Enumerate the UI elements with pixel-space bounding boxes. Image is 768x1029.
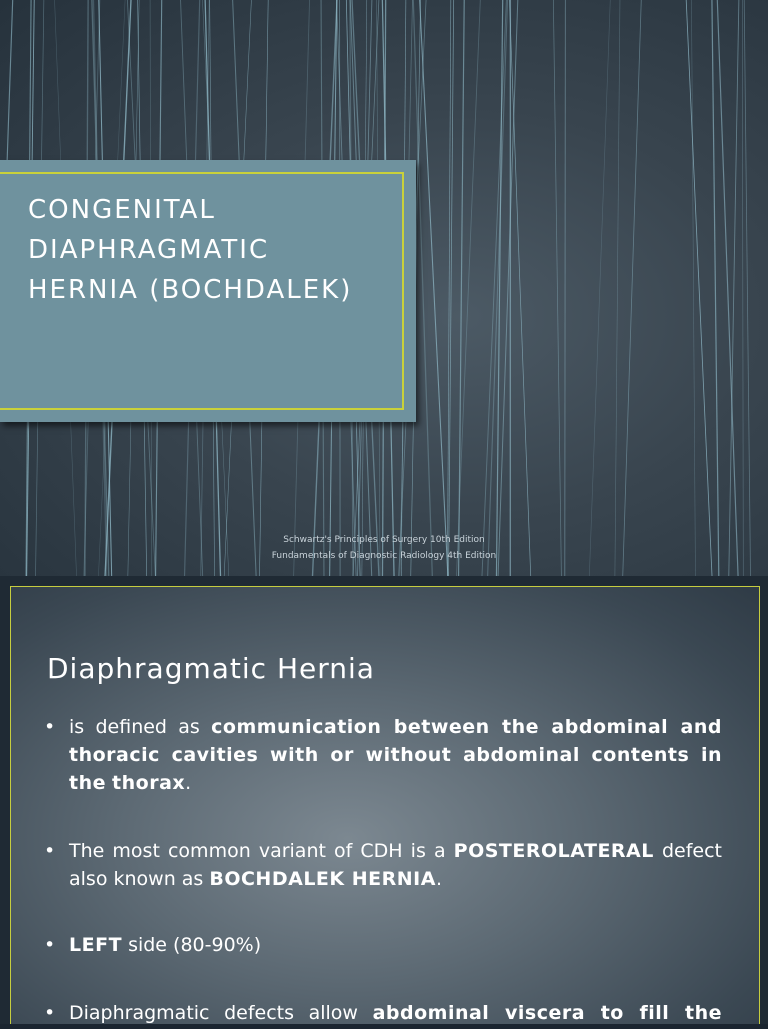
streak-line — [509, 0, 531, 576]
text-run: . — [436, 868, 442, 890]
bullet-text — [69, 999, 722, 1027]
text-run: Diaphragmatic defects allow — [69, 1002, 373, 1024]
text-run: defect also known as — [69, 840, 722, 890]
bullet-marker: • — [44, 999, 55, 1027]
bullet-marker: • — [44, 837, 55, 865]
title-line-1: CONGENITAL — [28, 190, 408, 230]
streak-line — [615, 0, 620, 576]
bold-text: LEFT — [69, 934, 122, 956]
bullet-item-4 — [44, 999, 724, 1029]
bullet-text — [69, 837, 722, 893]
reference-2: Fundamentals of Diagnostic Radiology 4th Edition — [0, 548, 768, 564]
bullet-marker: • — [44, 931, 55, 959]
streak-line — [419, 0, 448, 576]
bullet-text — [69, 931, 722, 959]
bullet-marker: • — [44, 713, 55, 741]
bold-text: BOCHDALEK HERNIA — [209, 868, 436, 890]
bullet-item-1 — [44, 713, 724, 803]
streak-line — [553, 0, 561, 576]
bold-text: thorax — [112, 772, 185, 794]
title-line-2: DIAPHRAGMATIC — [28, 230, 408, 270]
reference-1: Schwartz's Principles of Surgery 10th Edition — [0, 532, 768, 548]
streak-line — [729, 0, 740, 576]
streak-line — [712, 0, 719, 576]
streak-line — [742, 0, 743, 576]
bold-text: POSTEROLATERAL — [454, 840, 654, 862]
streak-line — [744, 0, 751, 576]
streak-line — [456, 0, 481, 576]
bold-text: communication between the abdominal and — [211, 716, 722, 738]
streak-line — [481, 0, 506, 576]
streak-line — [686, 0, 713, 576]
streak-line — [717, 0, 739, 576]
references — [0, 532, 768, 564]
streak-line — [458, 0, 464, 576]
text-run: The most common variant of CDH is a — [69, 840, 454, 862]
streak-line — [691, 0, 695, 576]
slide-heading: Diaphragmatic Hernia — [47, 652, 375, 685]
streak-line — [622, 0, 641, 576]
text-run: side (80-90%) — [122, 934, 261, 956]
text-run: is defined as — [69, 716, 211, 738]
bold-text: abdominal viscera to fill the — [373, 1002, 722, 1024]
bullet-item-3 — [44, 931, 724, 961]
streak-line — [498, 0, 519, 576]
streak-line — [589, 0, 611, 576]
bullet-text — [69, 713, 722, 797]
slide-title — [28, 190, 408, 310]
bold-text: thoracic cavities with or without abdominal contents in the — [69, 744, 722, 794]
title-line-3: HERNIA (BOCHDALEK) — [28, 270, 408, 310]
text-run: . — [185, 772, 191, 794]
bullet-item-2 — [44, 837, 724, 897]
